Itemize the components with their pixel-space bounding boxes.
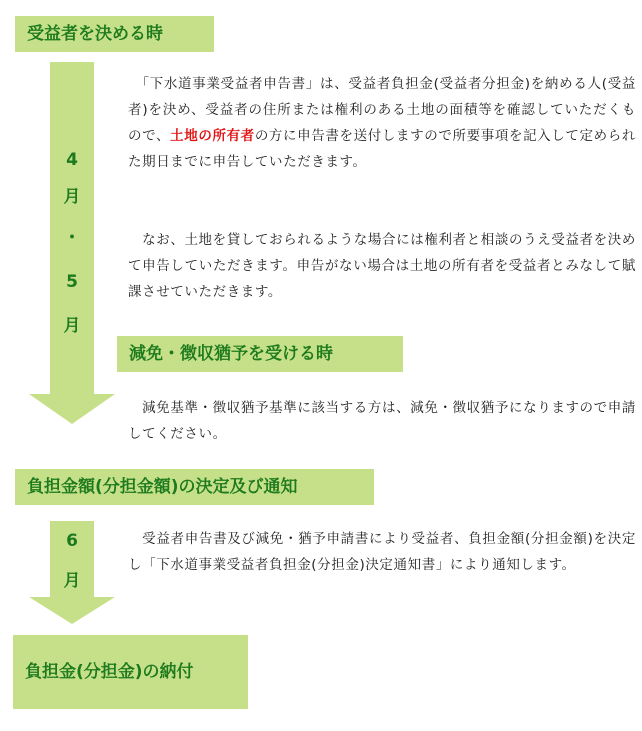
paragraph-lease: なお、土地を貸しておられるような場合には権利者と相談のうえ受益者を決めて申告していただきます。申告がない場合は土地の所有者を受益者とみなして賦課させていただきます。	[128, 232, 636, 300]
step-1-header	[15, 16, 214, 52]
paragraph-declaration: 「下水道事業受益者申告書」は、受益者負担金(受益者分担金)を納める人(受益者)を決め、受益者の住所または権利のある土地の面積等を確認していただくもので、土地の所有者の方に申告書を送付しますので所要事項を記入して定められた期日までに申告していただきます。	[128, 76, 636, 170]
step-1-title: 受益者を決める時	[27, 23, 163, 44]
step-2-header	[15, 469, 374, 505]
exemption-header	[117, 336, 403, 372]
step-3-header	[13, 635, 248, 709]
period-april-may: 4 月 ・ 5 月	[63, 150, 81, 336]
paragraph-decision: 受益者申告書及び減免・猶予申請書により受益者、負担金額(分担金額)を決定し「下水道事業受益者負担金(分担金)決定通知書」により通知します。	[128, 531, 636, 573]
highlight-landowner: 土地の所有者	[170, 128, 255, 144]
exemption-title: 減免・徴収猶予を受ける時	[129, 343, 333, 364]
step-3-title: 負担金(分担金)の納付	[25, 661, 194, 682]
step-2-title: 負担金額(分担金額)の決定及び通知	[27, 476, 298, 497]
paragraph-exemption: 減免基準・徴収猶予基準に該当する方は、減免・徴収猶予になりますので申請してください。	[128, 400, 636, 442]
period-june: 6 月	[63, 531, 81, 591]
